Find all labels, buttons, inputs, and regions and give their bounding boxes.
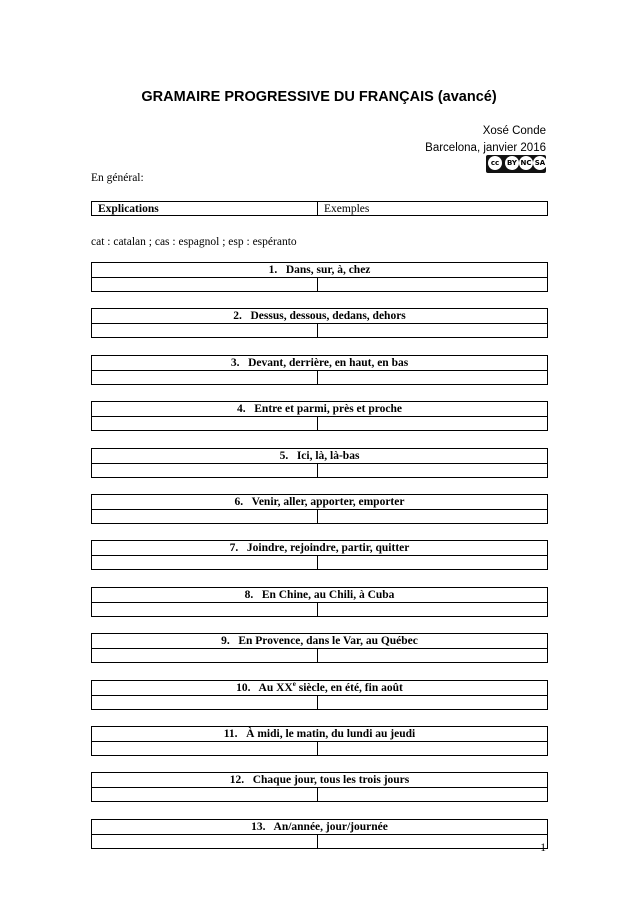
abbreviation-legend: cat : catalan ; cas : espagnol ; esp : espéranto [91, 236, 297, 248]
section-heading: Joindre, rejoindre, partir, quitter [246, 542, 410, 555]
section-title [92, 634, 548, 649]
section-table [91, 308, 548, 338]
section-table [91, 355, 548, 385]
section-title [92, 355, 548, 370]
license-sa: SA [533, 156, 546, 170]
section-title [92, 402, 548, 417]
header-explications: Explications [92, 202, 318, 216]
place-date: Barcelona, janvier 2016 [425, 142, 546, 154]
example-cell [318, 834, 548, 848]
superscript: e [292, 679, 296, 688]
section-number: 6. [234, 496, 244, 508]
explanation-cell [92, 370, 318, 384]
explanation-cell [92, 324, 318, 338]
section-number: 9. [221, 635, 230, 648]
header-exemples: Exemples [318, 202, 548, 216]
section-heading: En Provence, dans le Var, au Québec [238, 635, 418, 648]
section-table [91, 540, 548, 570]
license-nc: NC [519, 156, 533, 170]
section-number: 7. [229, 542, 239, 555]
example-cell [318, 695, 548, 709]
explanation-cell [92, 463, 318, 477]
section-heading: Dessus, dessous, dedans, dehors [250, 310, 406, 323]
section-number: 2. [233, 310, 242, 323]
section-table [91, 726, 548, 756]
section-heading: Au XX [258, 681, 293, 694]
explanation-cell [92, 834, 318, 848]
license-by: BY [505, 156, 519, 170]
section-heading: Ici, là, là-bas [296, 449, 360, 462]
example-cell [318, 278, 548, 292]
explanation-cell [92, 556, 318, 570]
section-number: 12. [229, 774, 245, 787]
explanation-cell [92, 742, 318, 756]
example-cell [318, 602, 548, 616]
section-table [91, 680, 548, 710]
section-title [92, 448, 548, 463]
section-number: 5. [279, 449, 289, 462]
section-table [91, 772, 548, 802]
creative-commons-icon [486, 155, 546, 173]
document-title: GRAMAIRE PROGRESSIVE DU FRANÇAIS (avancé) [141, 89, 497, 105]
section-title [92, 680, 548, 695]
explanation-cell [92, 278, 318, 292]
section-number: 3. [230, 356, 240, 369]
section-title [92, 495, 548, 510]
general-label: En général: [91, 172, 144, 184]
section-title [92, 773, 548, 788]
example-cell [318, 463, 548, 477]
section-number: 8. [244, 588, 254, 601]
section-title [92, 819, 548, 834]
explanation-cell [92, 695, 318, 709]
header-table [91, 201, 548, 216]
section-title [92, 587, 548, 602]
section-table [91, 262, 548, 292]
section-number: 1. [268, 264, 278, 276]
section-heading: Dans, sur, à, chez [285, 264, 371, 276]
section-title [92, 541, 548, 556]
section-number: 13. [251, 820, 266, 833]
section-heading: À midi, le matin, du lundi au jeudi [246, 728, 416, 740]
example-cell [318, 649, 548, 663]
page-number: 1 [540, 842, 546, 854]
explanation-cell [92, 510, 318, 524]
section-title [92, 263, 548, 278]
section-table [91, 819, 548, 849]
section-table [91, 633, 548, 663]
explanation-cell [92, 649, 318, 663]
example-cell [318, 556, 548, 570]
section-title [92, 727, 548, 742]
section-heading-rest: siècle, en été, fin août [295, 681, 403, 694]
section-table [91, 587, 548, 617]
example-cell [318, 742, 548, 756]
example-cell [318, 370, 548, 384]
section-heading: Chaque jour, tous les trois jours [252, 774, 410, 787]
section-table [91, 448, 548, 478]
section-number: 10. [236, 681, 251, 694]
example-cell [318, 324, 548, 338]
section-heading: An/année, jour/journée [273, 820, 388, 833]
explanation-cell [92, 602, 318, 616]
example-cell [318, 510, 548, 524]
section-table [91, 401, 548, 431]
example-cell [318, 417, 548, 431]
example-cell [318, 788, 548, 802]
explanation-cell [92, 417, 318, 431]
section-heading: Devant, derrière, en haut, en bas [248, 356, 409, 369]
section-number: 11. [223, 728, 238, 740]
section-number: 4. [237, 403, 246, 416]
author-name: Xosé Conde [482, 125, 546, 137]
explanation-cell [92, 788, 318, 802]
cc-circle: cc [488, 156, 502, 170]
section-title [92, 309, 548, 324]
section-table [91, 494, 548, 524]
section-heading: Entre et parmi, près et proche [254, 403, 403, 416]
section-heading: En Chine, au Chili, à Cuba [261, 588, 395, 601]
section-heading: Venir, aller, apporter, emporter [251, 496, 405, 508]
